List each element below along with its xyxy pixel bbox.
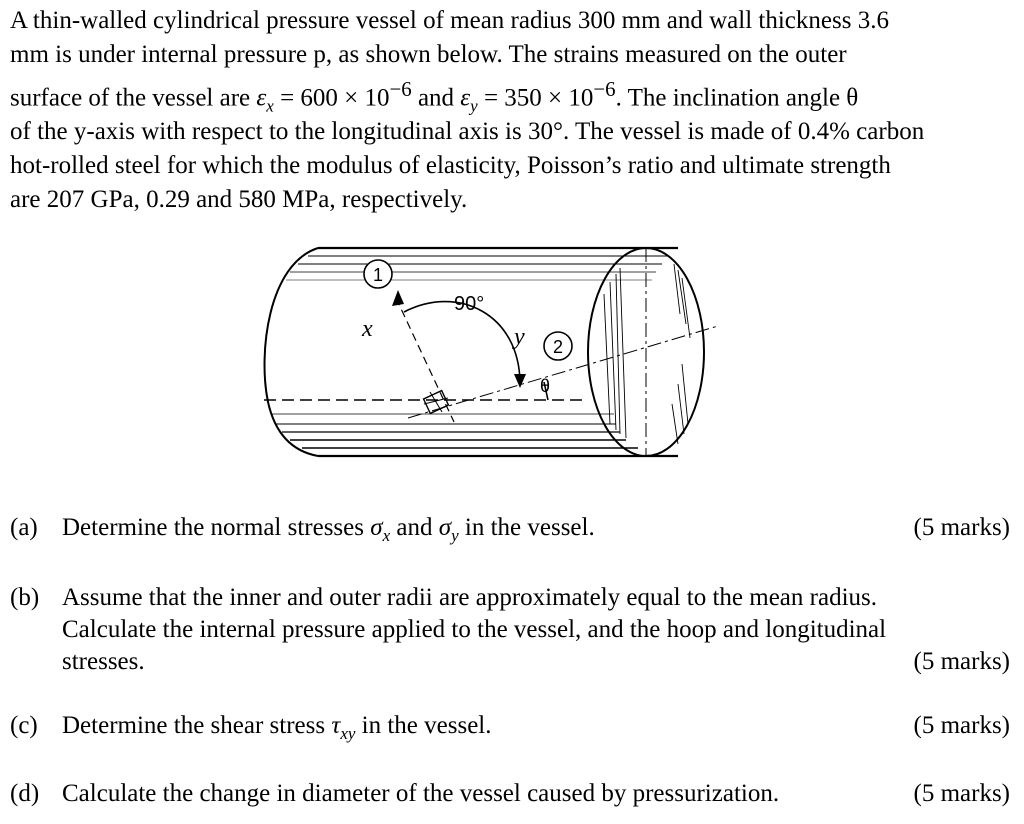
gauge-1-label: 1	[372, 265, 384, 285]
question-b	[10, 582, 1010, 678]
question-a	[10, 512, 1010, 544]
question-a-text: Determine the normal stresses $\sigma_x$ and $\sigma_y$ in the vessel.	[62, 514, 595, 545]
question-a-label: (a)	[10, 514, 38, 541]
question-b-line-3: stresses.	[62, 648, 145, 675]
gauge-2-label: 2	[552, 337, 564, 357]
question-c-text: Determine the shear stress $\tau_{xy}$ in the vessel.	[62, 712, 492, 743]
x-axis-label: x	[362, 316, 373, 342]
intro-line-5: hot-rolled steel for which the modulus of elasticity, Poisson’s ratio and ultimate strength	[10, 152, 891, 180]
question-c	[10, 710, 1010, 742]
intro-line-1: A thin-walled cylindrical pressure vessel of mean radius 300 mm and wall thickness 3.6	[10, 7, 889, 34]
question-d-text: Calculate the change in diameter of the vessel caused by pressurization.	[62, 780, 780, 807]
question-b-label: (b)	[10, 584, 40, 611]
question-c-marks: (5 marks)	[913, 712, 1010, 739]
question-b-line-1: Assume that the inner and outer radii are approximately equal to the mean radius.	[62, 584, 878, 611]
question-a-marks: (5 marks)	[913, 514, 1010, 541]
y-axis-label: y	[514, 324, 525, 350]
question-d	[10, 778, 1010, 810]
intro-line-6: are 207 GPa, 0.29 and 580 MPa, respectively.	[10, 186, 468, 214]
question-b-marks: (5 marks)	[913, 648, 1010, 675]
intro-line-4: of the y-axis with respect to the longitudinal axis is 30°. The vessel is made of 0.4% carbon	[10, 118, 925, 146]
question-d-marks: (5 marks)	[913, 780, 1010, 807]
question-b-line-2: Calculate the internal pressure applied to the vessel, and the hoop and longitudinal	[62, 616, 887, 643]
angle-90-label: 90°	[454, 293, 485, 315]
intro-line-3: surface of the vessel are $\varepsilon_x = 600 \times 10^{-6}$ and $\varepsilon_y = 350 \times 10^{-6}$. The inclination angle θ	[10, 77, 859, 116]
problem-statement	[10, 4, 1010, 217]
question-c-label: (c)	[10, 712, 38, 739]
intro-line-2: mm is under internal pressure p, as shown below. The strains measured on the outer	[10, 41, 847, 68]
pressure-vessel-diagram	[258, 234, 724, 466]
theta-label: θ	[540, 376, 551, 396]
question-d-label: (d)	[10, 780, 40, 807]
